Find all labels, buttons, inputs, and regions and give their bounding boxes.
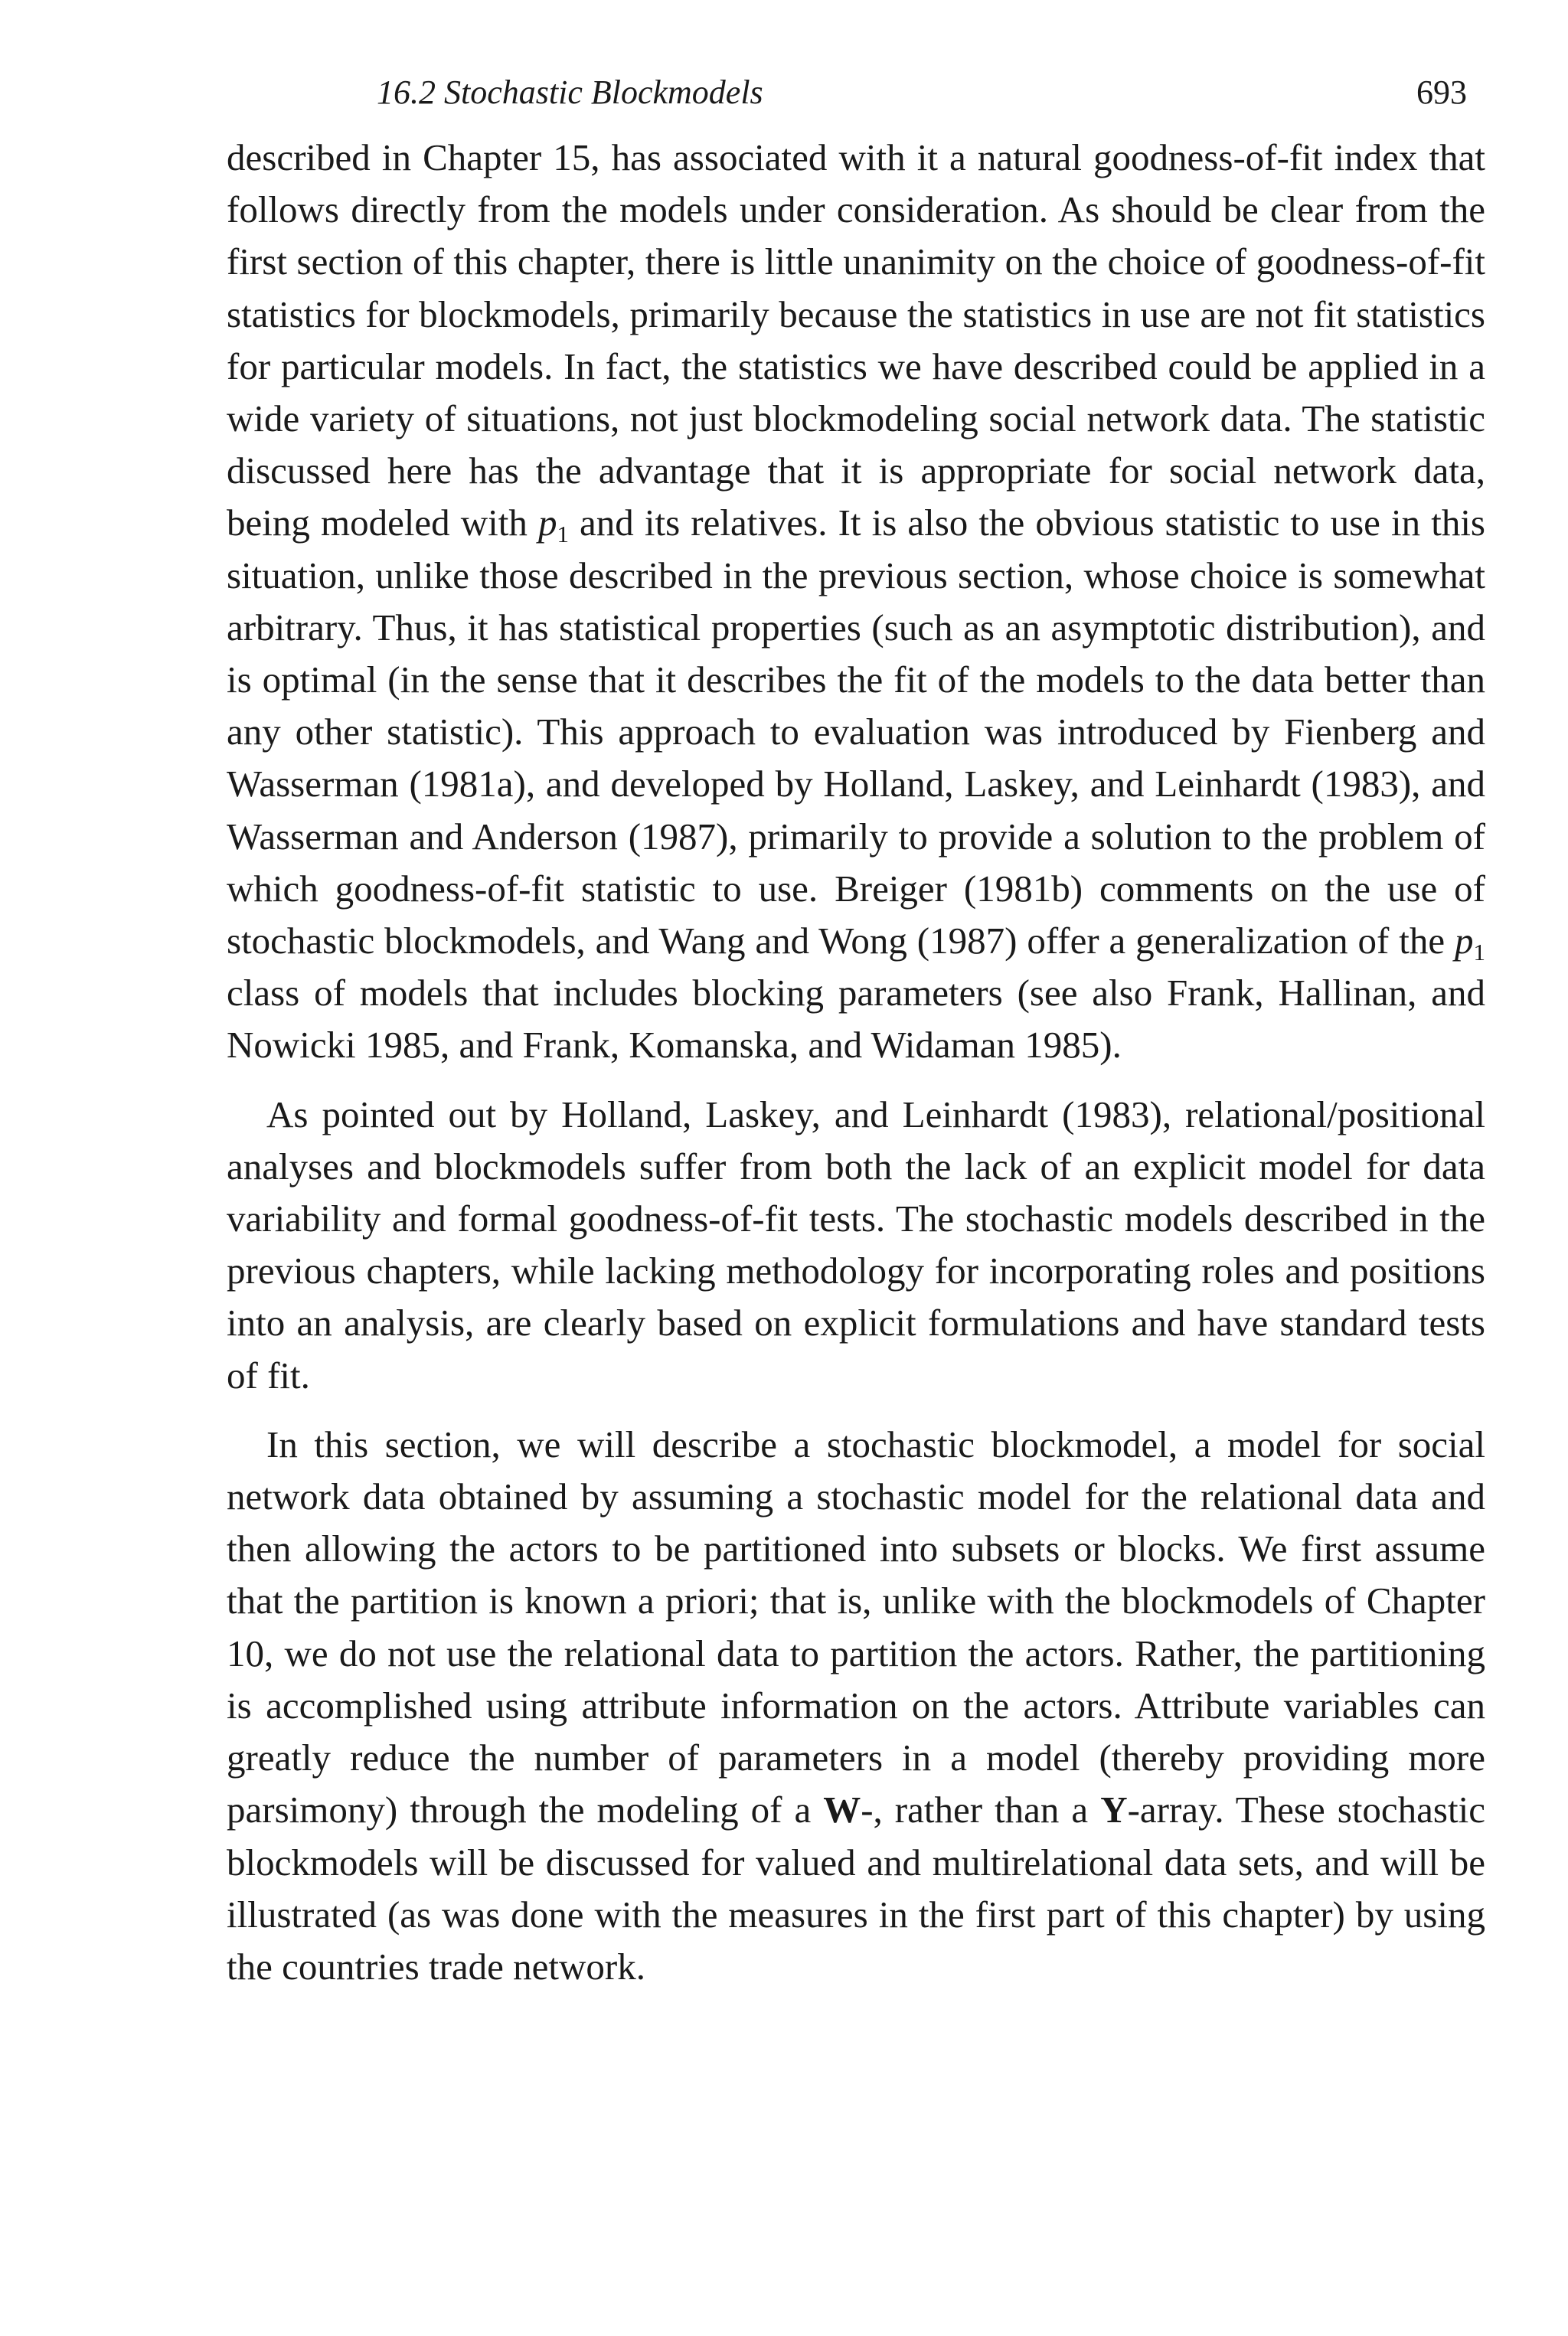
text-run: class of models that includes blocking parameters (see also Frank, Hallinan, and Nowicki 1985, and Frank, Komanska, and Widaman 1985). xyxy=(227,972,1485,1067)
body-text xyxy=(227,132,1485,1993)
text-run: In this section, we will describe a stochastic blockmodel, a model for social network data obtained by assuming a stochastic model for the relational data and then allowing the actors to be partitioned into subsets or blocks. We first assume that the partition is known a priori; that is, unlike with the blockmodels of Chapter 10, we do not use the relational data to partition the actors. Rather, the partitioning is accomplished using attribute information on the actors. Attribute variables can greatly reduce the number of parameters in a model (thereby providing more parsimony) through the modeling of a xyxy=(227,1423,1485,1831)
p1-symbol: p xyxy=(1455,920,1474,962)
p1-subscript: 1 xyxy=(557,521,569,548)
text-run: described in Chapter 15, has associated with it a natural goodness-of-fit index that follows directly from the models under consideration. As should be clear from the first section of this chapter, there is little unanimity on the choice of goodness-of-fit statistics for blockmodels, primarily because the statistics in use are not fit statistics for particular models. In fact, the statistics we have described could be applied in a wide variety of situations, not just blockmodeling social network data. The statistic discussed here has the advantage that it is appropriate for social network data, being modeled with xyxy=(227,136,1485,544)
section-title: 16.2 Stochastic Blockmodels xyxy=(377,74,763,111)
paragraph-1 xyxy=(227,132,1485,1072)
text-run: -array. These stochastic blockmodels will be discussed for valued and multirelational data sets, and will be illustrated (as was done with the measures in the first part of this chapter) by using the countries trade network. xyxy=(227,1789,1485,1988)
running-head xyxy=(227,66,1485,119)
p1-symbol: p xyxy=(537,502,557,544)
page-number: 693 xyxy=(1416,74,1467,111)
y-array-symbol: Y xyxy=(1100,1789,1128,1831)
w-array-symbol: W xyxy=(823,1789,861,1831)
p1-subscript: 1 xyxy=(1473,939,1485,966)
text-run: -, rather than a xyxy=(861,1789,1101,1831)
text-run: and its relatives. It is also the obvious statistic to use in this situation, unlike those described in the previous section, whose choice is somewhat arbitrary. Thus, it has statistical properties (such as an asymptotic distribution), and is optimal (in the sense that it describes the fit of the models to the data better than any other statistic). This approach to evaluation was introduced by Fienberg and Wasserman (1981a), and developed by Holland, Laskey, and Leinhardt (1983), and Wasserman and Anderson (1987), primarily to provide a solution to the problem of which goodness-of-fit statistic to use. Breiger (1981b) comments on the use of stochastic blockmodels, and Wang and Wong (1987) offer a generalization of the xyxy=(227,502,1486,962)
paragraph-3 xyxy=(227,1419,1485,1993)
paragraph-2: As pointed out by Holland, Laskey, and Leinhardt (1983), relational/positional analyses and blockmodels suffer from both the lack of an explicit model for data variability and formal goodness-of-fit tests. The stochastic models described in the previous chapters, while lacking methodology for incorporating roles and positions into an analysis, are clearly based on explicit formulations and have standard tests of fit. xyxy=(227,1093,1485,1397)
